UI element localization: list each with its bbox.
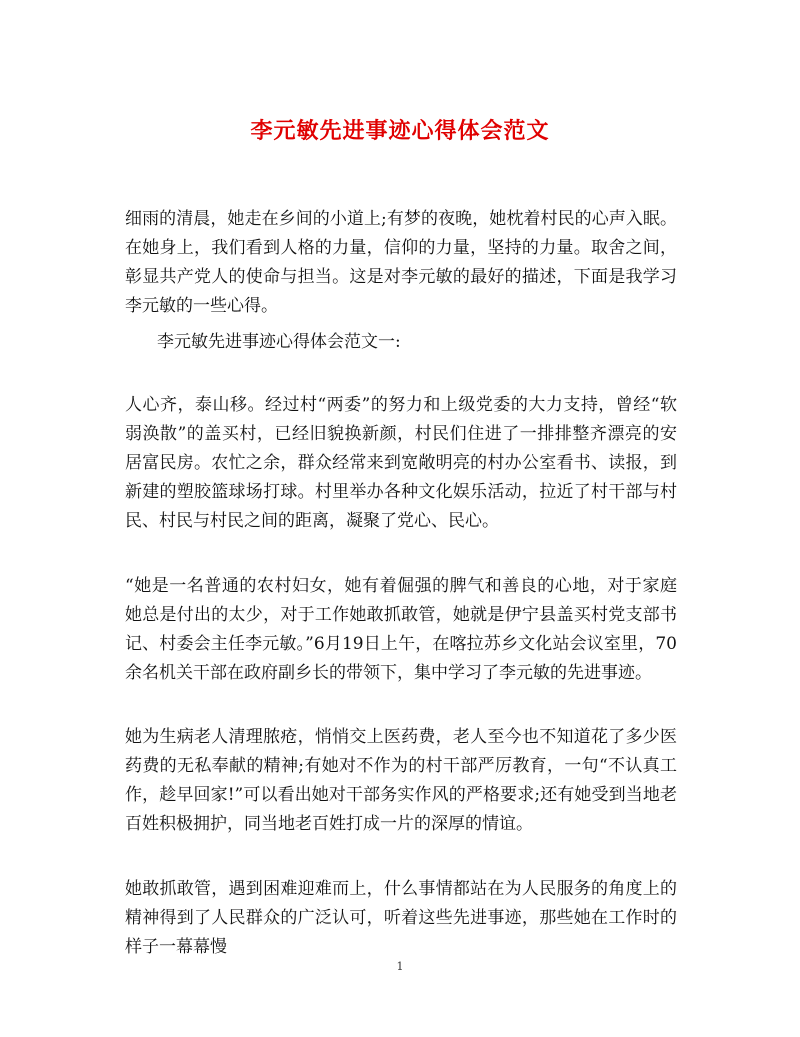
page-number: 1	[396, 960, 404, 973]
section-heading: 李元敏先进事迹心得体会范文一:	[157, 332, 401, 352]
paragraph-1: 人心齐，泰山移。经过村“两委”的努力和上级党委的大力支持，曾经“软弱涣散”的盖买村，已经旧貌换新颜，村民们住进了一排排整齐漂亮的安居富民房。农忙之余，群众经常来到宽敞明亮的村办公室看书、读报，到新建的塑胶篮球场打球。村里举办各种文化娱乐活动，拉近了村干部与村民、村民与村民之间的距离，凝聚了党心、民心。	[125, 395, 677, 531]
paragraph-2: “她是一名普通的农村妇女，她有着倔强的脾气和善良的心地，对于家庭她总是付出的太少，对于工作她敢抓敢管，她就是伊宁县盖买村党支部书记、村委会主任李元敏。”6月19日上午，在喀拉苏乡文化站会议室里，70余名机关干部在政府副乡长的带领下，集中学习了李元敏的先进事迹。	[125, 576, 677, 683]
paragraph-4: 她敢抓敢管，遇到困难迎难而上，什么事情都站在为人民服务的角度上的精神得到了人民群众的广泛认可，听着这些先进事迹，那些她在工作时的样子一幕幕慢	[125, 879, 677, 957]
paragraph-3: 她为生病老人清理脓疮，悄悄交上医药费，老人至今也不知道花了多少医药费的无私奉献的精神;有她对不作为的村干部严厉教育，一句“不认真工作，趁早回家!”可以看出她对干部务实作风的严格要求;还有她受到当地老百姓积极拥护，同当地老百姓打成一片的深厚的情谊。	[125, 727, 677, 834]
paragraph-intro: 细雨的清晨，她走在乡间的小道上;有梦的夜晚，她枕着村民的心声入眠。在她身上，我们看到人格的力量，信仰的力量，坚持的力量。取舍之间，彰显共产党人的使命与担当。这是对李元敏的最好的描述，下面是我学习李元敏的一些心得。	[125, 209, 677, 316]
page-title: 李元敏先进事迹心得体会范文	[250, 118, 550, 144]
